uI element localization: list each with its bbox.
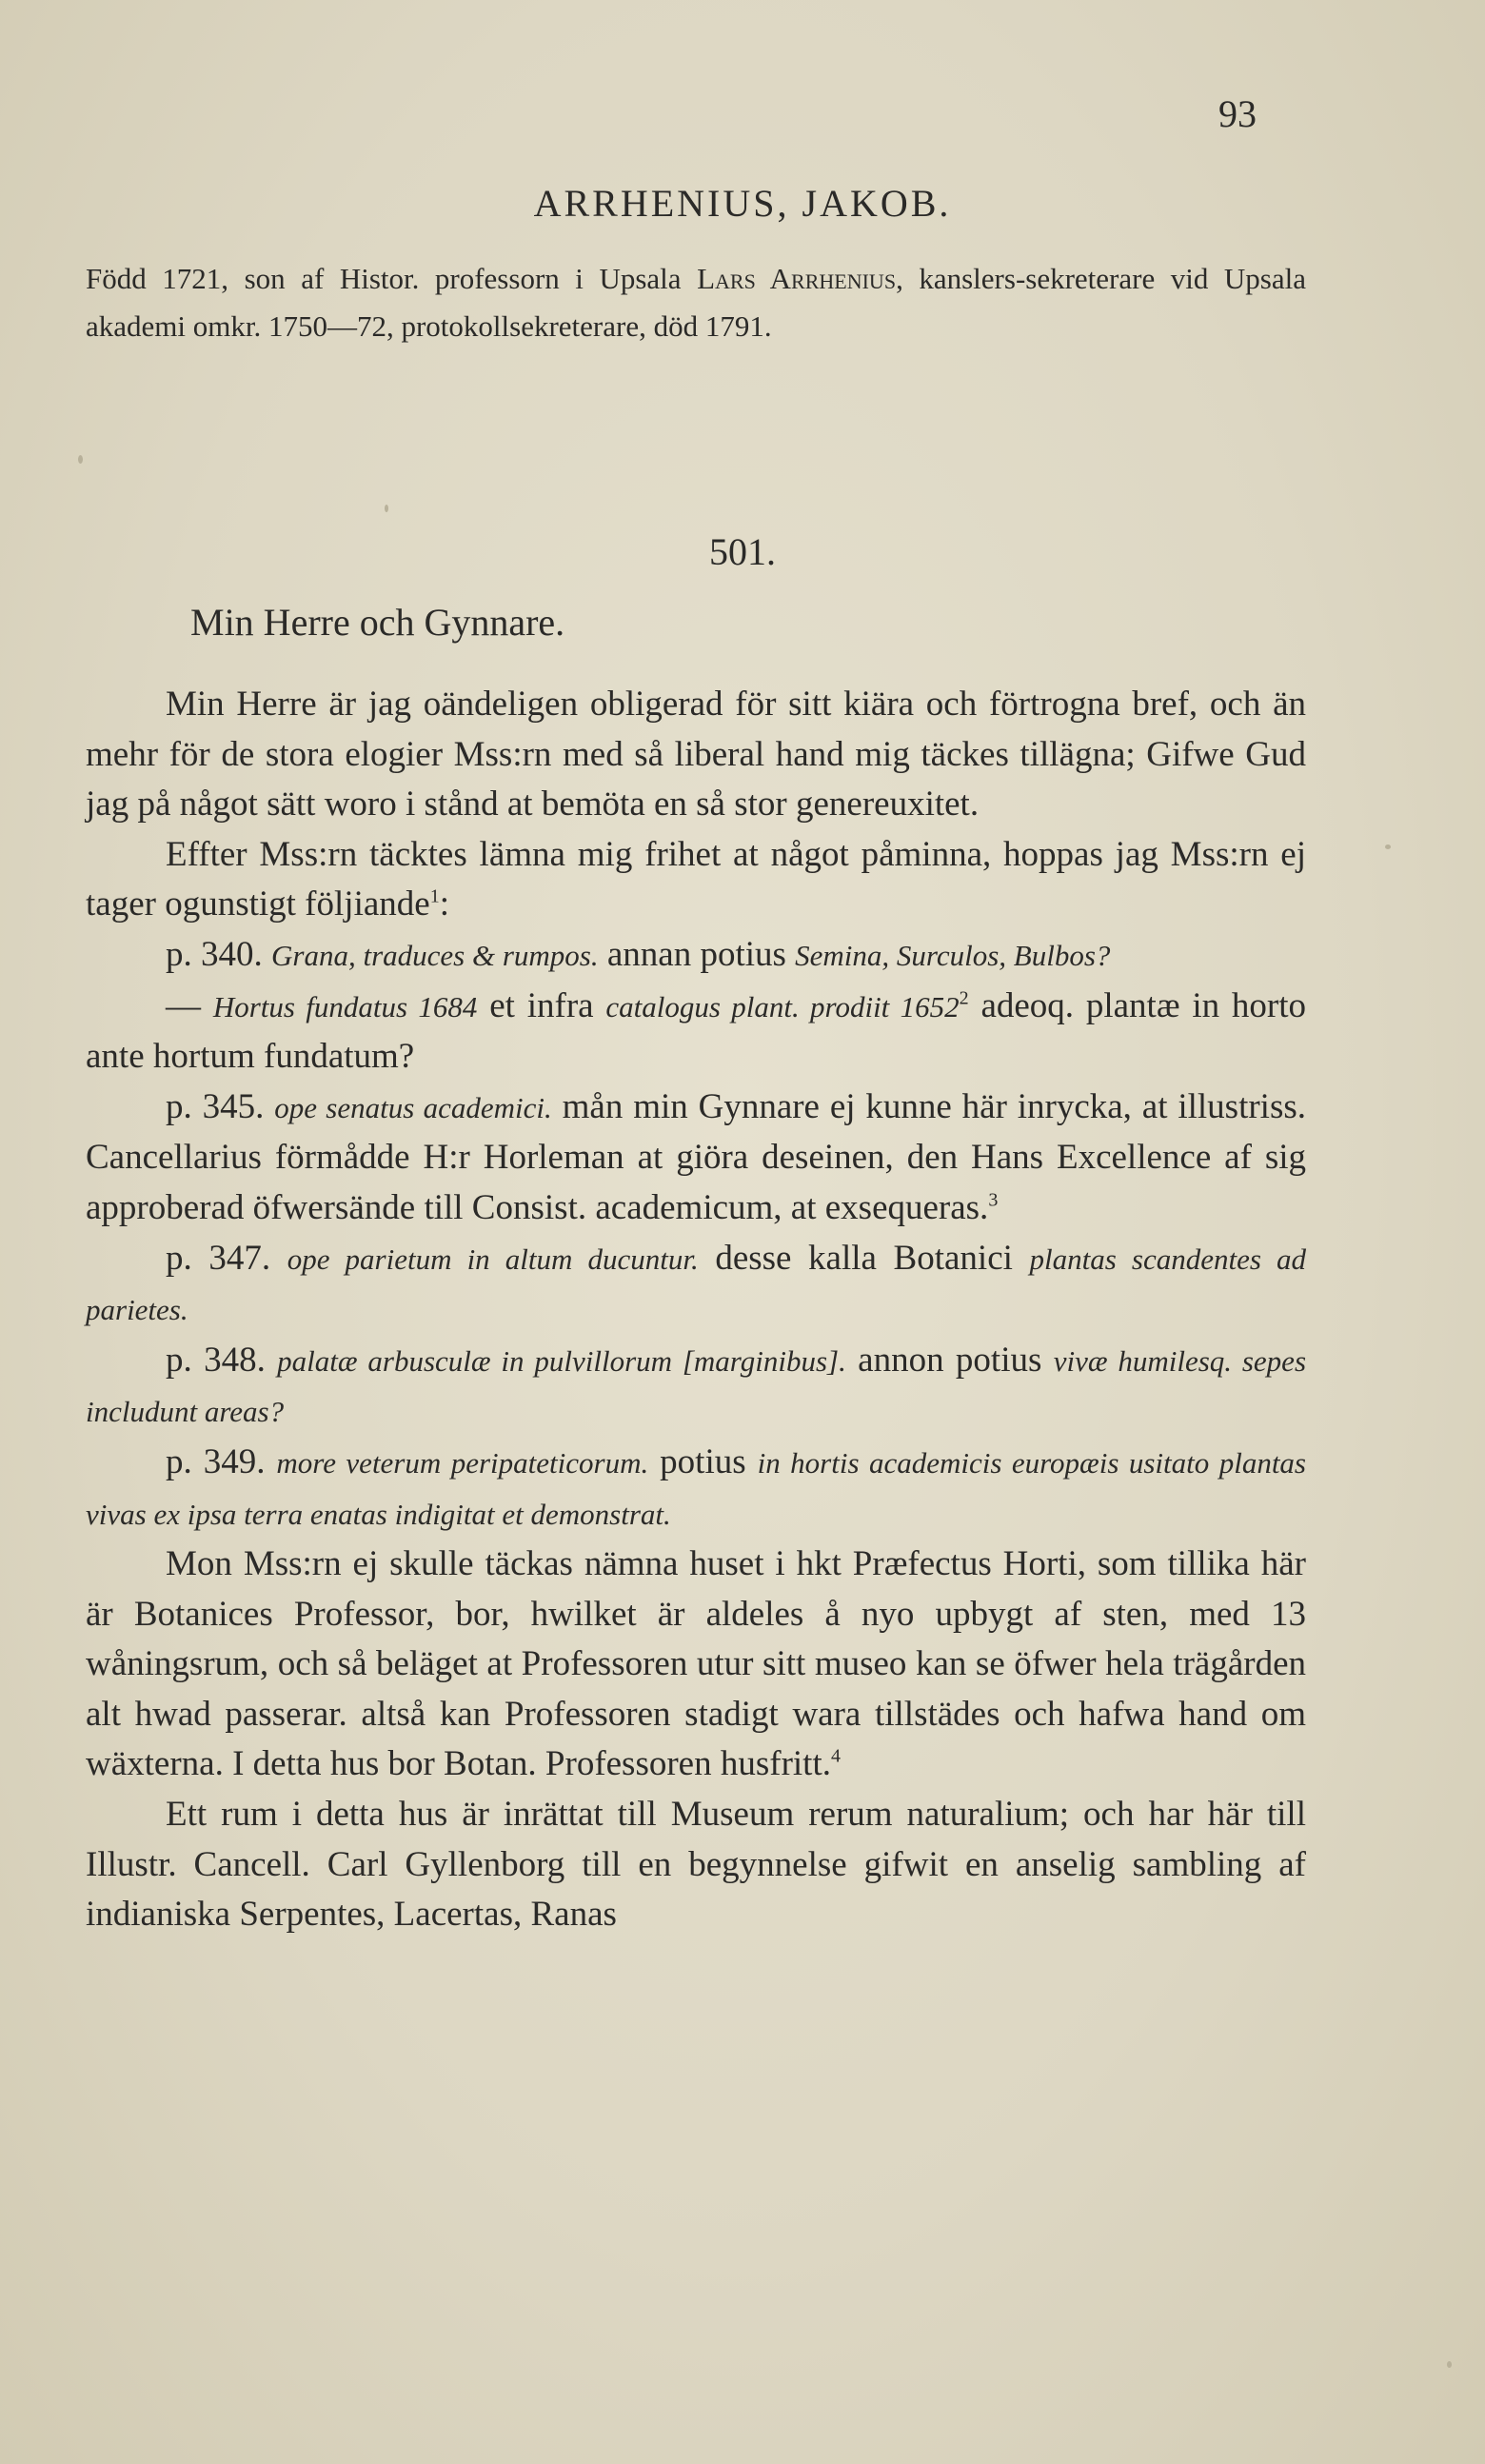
text: p. 347. <box>166 1238 287 1278</box>
paragraph: Min Herre är jag oändeligen obligerad för sitt kiära och förtrogna bref, och än mehr för de stora elogier Mss:rn med så liberal hand mig täckes tillägna; Gifwe Gud jag på något sätt woro i stånd at bemöta en så stor genereuxitet. <box>86 685 1306 825</box>
salutation: Min Herre och Gynnare. <box>190 601 565 644</box>
latin-quote: catalogus plant. prodiit 1652 <box>605 989 960 1023</box>
paper-speck <box>385 505 388 512</box>
latin-quote: Grana, traduces & rumpos. <box>271 938 599 972</box>
paper-speck <box>1447 2361 1452 2368</box>
letter-number: 501. <box>709 530 776 573</box>
biographical-note <box>86 255 1306 350</box>
bio-text: , kanslers-sekreterare vid Upsala akademi omkr. 1750—72, protokollsekreterare, död 1791. <box>86 262 1306 343</box>
latin-quote: more veterum peripateticorum. <box>276 1445 649 1480</box>
text: et infra <box>477 985 606 1025</box>
text: — <box>166 985 213 1025</box>
text: p. 348. <box>166 1340 278 1380</box>
paragraph <box>86 1234 1306 1336</box>
text: mån min Gynnare ej kunne här inrycka, at illustriss. Cancellarius förmådde H:r Horleman at giöra deseinen, den Hans Excellence af sig approberad öfwersände till Consist. academicum, at exsequeras. <box>86 1086 1306 1227</box>
paragraph <box>86 930 1306 982</box>
text: : <box>439 884 449 924</box>
text: p. 349. <box>166 1441 277 1481</box>
text: p. 340. <box>166 934 271 974</box>
latin-quote: ope parietum in altum ducuntur. <box>287 1242 699 1276</box>
text: desse kalla Botanici <box>698 1238 1030 1278</box>
latin-quote: vivæ humilesq. sepes includunt areas? <box>86 1343 1307 1429</box>
letter-body <box>86 680 1306 1940</box>
latin-quote: plantas scandentes ad parietes. <box>86 1242 1307 1327</box>
bio-text: Född 1721, son af Histor. professorn i Upsala <box>86 262 698 295</box>
footnote-marker: 3 <box>988 1189 999 1211</box>
footnote-marker: 1 <box>429 886 440 908</box>
paragraph <box>86 1540 1306 1790</box>
latin-quote: Semina, Surculos, Bulbos? <box>795 938 1111 972</box>
paper-speck <box>1385 845 1391 849</box>
paragraph <box>86 982 1306 1083</box>
text: adeoq. plantæ in horto ante hortum fundatum? <box>86 985 1307 1077</box>
footnote-marker: 4 <box>830 1746 841 1768</box>
text: potius <box>648 1441 758 1481</box>
text: Effter Mss:rn täcktes lämna mig frihet at något påminna, hoppas jag Mss:rn ej tager ogunstigt följiande <box>86 834 1306 924</box>
page-number: 93 <box>1218 92 1257 135</box>
paper-speck <box>78 455 83 464</box>
paragraph <box>86 1336 1306 1438</box>
text: Mon Mss:rn ej skulle täckas nämna huset i hkt Præfectus Horti, som tillika här är Botanices Professor, bor, hwilket är aldeles å nyo upbygt af sten, med 13 wåningsrum, och så beläget at Professoren utur sitt museo kan se öfwer hela trägården alt hwad passerar. altså kan Professoren stadigt wara tillstädes och hafwa hand om wäxterna. I detta hus bor Botan. Professoren husfritt. <box>86 1544 1306 1784</box>
latin-quote: ope senatus academici. <box>274 1090 552 1124</box>
latin-quote: palatæ arbusculæ in pulvillorum [marginibus]. <box>277 1343 846 1378</box>
text: annon potius <box>845 1340 1054 1380</box>
bio-name-smallcaps: Lars Arrhenius <box>697 262 897 295</box>
paragraph: Ett rum i detta hus är inrättat till Museum rerum naturalium; och har här till Illustr. Cancell. Carl Gyllenborg till en begynnelse gifwit en anselig sambling af indianiska Serpentes, Lacertas, Ranas <box>86 1795 1306 1935</box>
paragraph <box>86 1438 1306 1540</box>
latin-quote: in hortis academicis europæis usitato plantas vivas ex ipsa terra enatas indigitat et demonstrat. <box>86 1445 1306 1531</box>
author-heading: ARRHENIUS, JAKOB. <box>533 182 952 225</box>
latin-quote: Hortus fundatus 1684 <box>212 989 478 1023</box>
text: annan potius <box>598 934 796 974</box>
footnote-marker: 2 <box>959 987 969 1009</box>
paragraph <box>86 830 1306 930</box>
paragraph <box>86 1083 1306 1234</box>
text: p. 345. <box>166 1086 275 1126</box>
